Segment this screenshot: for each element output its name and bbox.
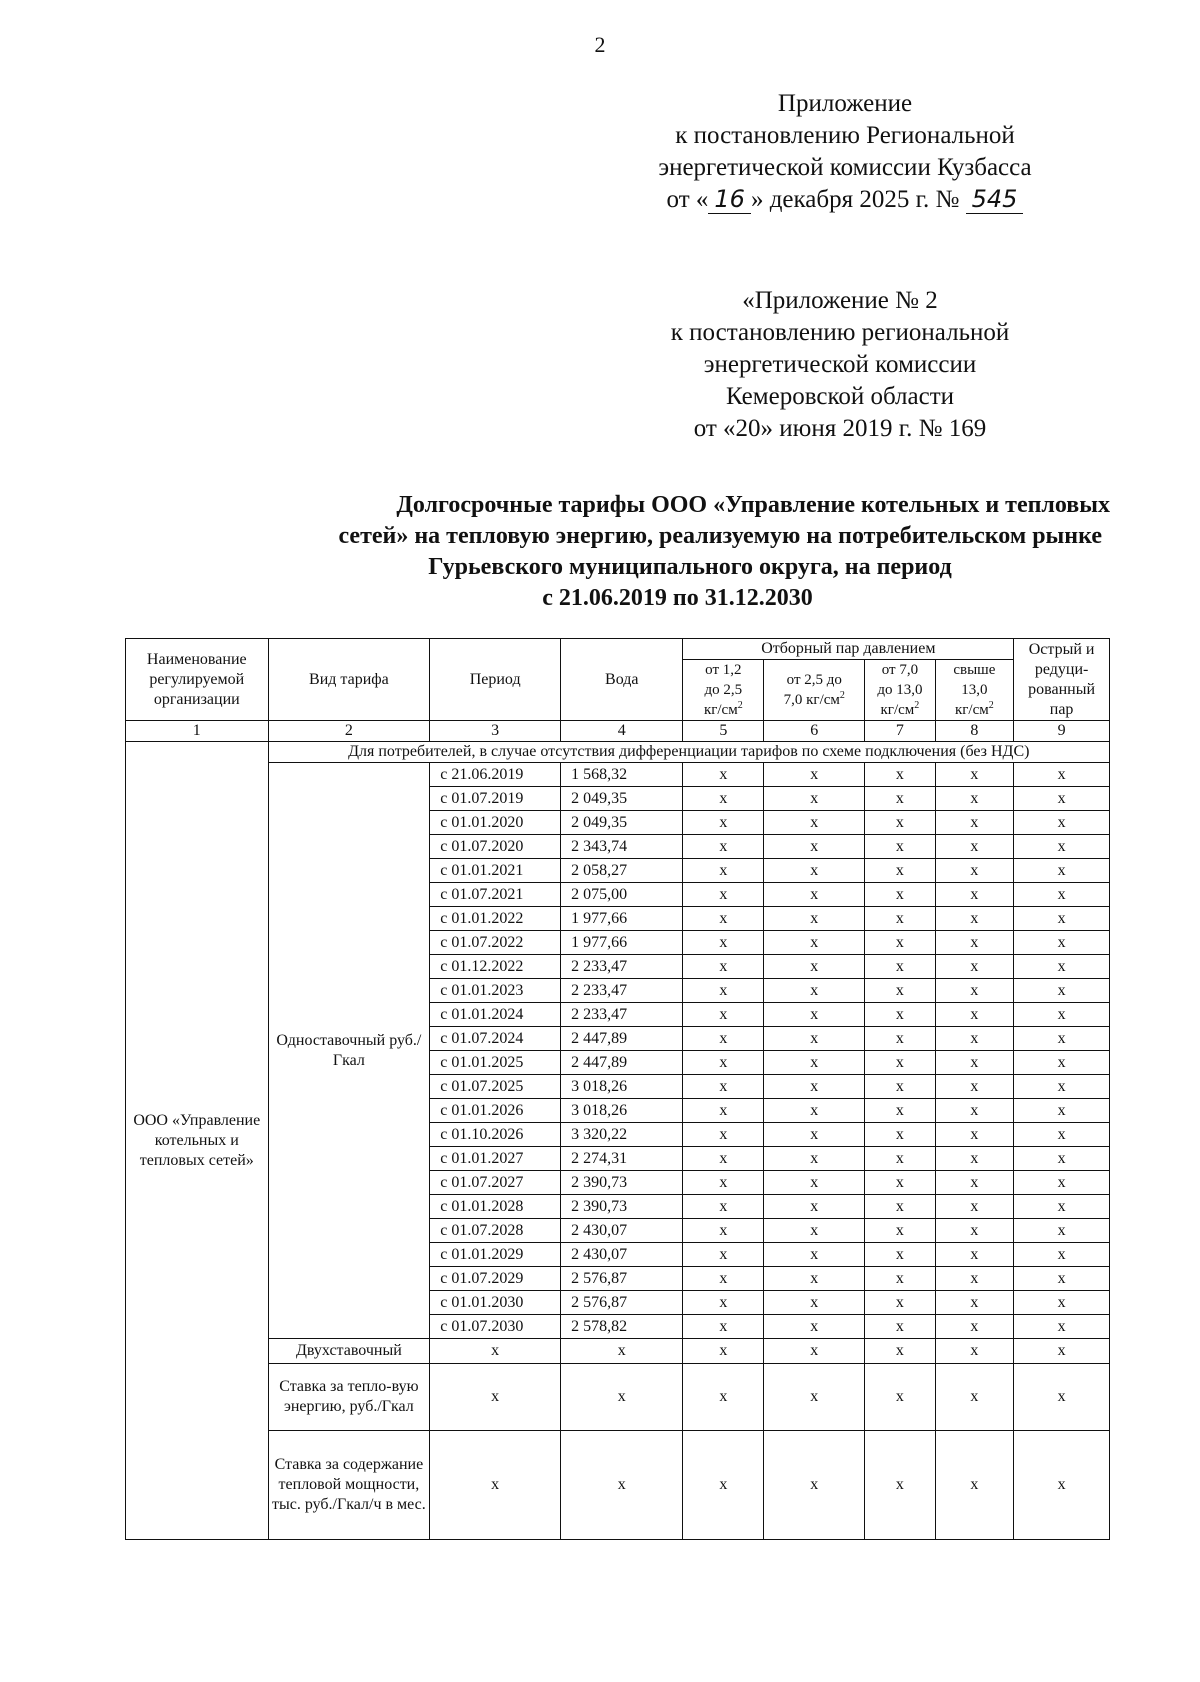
not-applicable-cell: х bbox=[935, 1123, 1014, 1147]
not-applicable-cell: х bbox=[764, 1267, 865, 1291]
not-applicable-cell: х bbox=[683, 955, 764, 979]
period-cell: с 01.01.2026 bbox=[430, 1099, 561, 1123]
column-number: 6 bbox=[764, 721, 865, 742]
not-applicable-cell: х bbox=[683, 1431, 764, 1540]
water-value-cell: 2 075,00 bbox=[561, 883, 683, 907]
not-applicable-cell: х bbox=[683, 1123, 764, 1147]
not-applicable-cell: х bbox=[935, 883, 1014, 907]
period-cell: с 01.01.2030 bbox=[430, 1291, 561, 1315]
section-caption-row bbox=[126, 742, 1110, 763]
not-applicable-cell: х bbox=[561, 1339, 683, 1364]
period-cell: с 01.07.2025 bbox=[430, 1075, 561, 1099]
not-applicable-cell: х bbox=[683, 1099, 764, 1123]
not-applicable-cell: х bbox=[935, 1075, 1014, 1099]
not-applicable-cell: х bbox=[683, 835, 764, 859]
not-applicable-cell: х bbox=[683, 979, 764, 1003]
date-prefix: от « bbox=[666, 186, 709, 213]
not-applicable-cell: х bbox=[935, 811, 1014, 835]
appendix2-line-3: энергетической комиссии bbox=[703, 351, 977, 378]
not-applicable-cell: х bbox=[865, 1099, 935, 1123]
period-cell: с 01.01.2028 bbox=[430, 1195, 561, 1219]
period-cell: с 01.07.2024 bbox=[430, 1027, 561, 1051]
not-applicable-cell: х bbox=[865, 931, 935, 955]
appendix-date-line bbox=[605, 184, 1085, 216]
not-applicable-cell: х bbox=[865, 1339, 935, 1364]
not-applicable-cell: х bbox=[1014, 787, 1110, 811]
not-applicable-cell: х bbox=[683, 907, 764, 931]
period-cell: с 01.07.2019 bbox=[430, 787, 561, 811]
header-steam-3: от 7,0 до 13,0 $кг/см^2$ bbox=[865, 660, 935, 721]
period-cell: с 01.01.2021 bbox=[430, 859, 561, 883]
period-cell: с 01.01.2023 bbox=[430, 979, 561, 1003]
period-cell: с 01.07.2021 bbox=[430, 883, 561, 907]
not-applicable-cell: х bbox=[1014, 1431, 1110, 1540]
water-value-cell: 1 977,66 bbox=[561, 907, 683, 931]
water-value-cell: 2 576,87 bbox=[561, 1291, 683, 1315]
not-applicable-cell: х bbox=[935, 1243, 1014, 1267]
water-value-cell: 1 568,32 bbox=[561, 763, 683, 787]
period-cell: с 01.01.2027 bbox=[430, 1147, 561, 1171]
two-rate-row-label: Двухставочный bbox=[268, 1339, 430, 1364]
not-applicable-cell: х bbox=[764, 1171, 865, 1195]
water-value-cell: 3 018,26 bbox=[561, 1075, 683, 1099]
not-applicable-cell: х bbox=[865, 1147, 935, 1171]
column-number: 2 bbox=[268, 721, 430, 742]
water-value-cell: 1 977,66 bbox=[561, 931, 683, 955]
appendix-2-header bbox=[600, 285, 1080, 445]
period-cell: с 01.01.2024 bbox=[430, 1003, 561, 1027]
not-applicable-cell: х bbox=[561, 1431, 683, 1540]
not-applicable-cell: х bbox=[1014, 1171, 1110, 1195]
not-applicable-cell: х bbox=[1014, 1339, 1110, 1364]
water-value-cell: 2 233,47 bbox=[561, 955, 683, 979]
not-applicable-cell: х bbox=[430, 1431, 561, 1540]
handwritten-day: 16 bbox=[708, 185, 751, 214]
not-applicable-cell: х bbox=[1014, 1243, 1110, 1267]
table-row bbox=[126, 763, 1110, 787]
header-org: Наименование регулируемой организации bbox=[126, 639, 269, 721]
period-cell: с 01.07.2027 bbox=[430, 1171, 561, 1195]
single-rate-label: Одноставочный руб./Гкал bbox=[268, 763, 430, 1339]
not-applicable-cell: х bbox=[935, 1219, 1014, 1243]
not-applicable-cell: х bbox=[764, 1219, 865, 1243]
not-applicable-cell: х bbox=[683, 1339, 764, 1364]
not-applicable-cell: х bbox=[935, 1195, 1014, 1219]
period-cell: с 01.07.2029 bbox=[430, 1267, 561, 1291]
not-applicable-cell: х bbox=[1014, 955, 1110, 979]
water-value-cell: 2 233,47 bbox=[561, 1003, 683, 1027]
not-applicable-cell: х bbox=[683, 1147, 764, 1171]
period-cell: с 01.01.2020 bbox=[430, 811, 561, 835]
header-row-1 bbox=[126, 639, 1110, 660]
period-cell: с 01.07.2030 bbox=[430, 1315, 561, 1339]
not-applicable-cell: х bbox=[764, 1099, 865, 1123]
not-applicable-cell: х bbox=[865, 1123, 935, 1147]
water-value-cell: 2 390,73 bbox=[561, 1195, 683, 1219]
not-applicable-cell: х bbox=[865, 1195, 935, 1219]
not-applicable-cell: х bbox=[683, 1075, 764, 1099]
column-number: 7 bbox=[865, 721, 935, 742]
column-number: 9 bbox=[1014, 721, 1110, 742]
not-applicable-cell: х bbox=[865, 1315, 935, 1339]
not-applicable-cell: х bbox=[683, 811, 764, 835]
not-applicable-cell: х bbox=[764, 859, 865, 883]
not-applicable-cell: х bbox=[935, 1267, 1014, 1291]
not-applicable-cell: х bbox=[1014, 1123, 1110, 1147]
appendix-line-1: Приложение bbox=[777, 90, 913, 117]
header-steam-group: Отборный пар давлением bbox=[683, 639, 1014, 660]
not-applicable-cell: х bbox=[935, 1291, 1014, 1315]
title-line-1: Долгосрочные тарифы ООО «Управление котельных и тепловых bbox=[396, 492, 1110, 518]
not-applicable-cell: х bbox=[561, 1364, 683, 1431]
not-applicable-cell: х bbox=[683, 859, 764, 883]
capacity-rate-row bbox=[126, 1431, 1110, 1540]
not-applicable-cell: х bbox=[683, 1364, 764, 1431]
not-applicable-cell: х bbox=[935, 979, 1014, 1003]
appendix2-line-4: Кемеровской области bbox=[725, 383, 955, 410]
not-applicable-cell: х bbox=[683, 1171, 764, 1195]
water-value-cell: 3 320,22 bbox=[561, 1123, 683, 1147]
not-applicable-cell: х bbox=[764, 1243, 865, 1267]
not-applicable-cell: х bbox=[683, 1219, 764, 1243]
not-applicable-cell: х bbox=[764, 1147, 865, 1171]
not-applicable-cell: х bbox=[865, 859, 935, 883]
not-applicable-cell: х bbox=[683, 931, 764, 955]
section-caption: Для потребителей, в случае отсутствия дифференциации тарифов по схеме подключения (без НДС) bbox=[268, 742, 1109, 763]
not-applicable-cell: х bbox=[683, 1195, 764, 1219]
water-value-cell: 2 058,27 bbox=[561, 859, 683, 883]
not-applicable-cell: х bbox=[1014, 931, 1110, 955]
not-applicable-cell: х bbox=[865, 1027, 935, 1051]
period-cell: с 01.07.2022 bbox=[430, 931, 561, 955]
energy-rate-row bbox=[126, 1364, 1110, 1431]
not-applicable-cell: х bbox=[764, 1123, 865, 1147]
water-value-cell: 2 430,07 bbox=[561, 1219, 683, 1243]
energy-rate-row-label: Ставка за тепло-вую энергию, руб./Гкал bbox=[268, 1364, 430, 1431]
tariffs-table bbox=[125, 638, 1110, 1540]
not-applicable-cell: х bbox=[764, 811, 865, 835]
not-applicable-cell: х bbox=[764, 763, 865, 787]
water-value-cell: 2 576,87 bbox=[561, 1267, 683, 1291]
not-applicable-cell: х bbox=[764, 1195, 865, 1219]
not-applicable-cell: х bbox=[865, 1219, 935, 1243]
water-value-cell: 2 447,89 bbox=[561, 1027, 683, 1051]
not-applicable-cell: х bbox=[1014, 979, 1110, 1003]
capacity-rate-row-label: Ставка за содержание тепловой мощности, тыс. руб./Гкал/ч в мес. bbox=[268, 1431, 430, 1540]
not-applicable-cell: х bbox=[683, 1315, 764, 1339]
not-applicable-cell: х bbox=[683, 1051, 764, 1075]
not-applicable-cell: х bbox=[865, 1291, 935, 1315]
appendix2-line-5: от «20» июня 2019 г. № 169 bbox=[693, 415, 987, 442]
not-applicable-cell: х bbox=[683, 787, 764, 811]
water-value-cell: 2 447,89 bbox=[561, 1051, 683, 1075]
not-applicable-cell: х bbox=[865, 1075, 935, 1099]
handwritten-number: 545 bbox=[966, 185, 1024, 214]
not-applicable-cell: х bbox=[430, 1339, 561, 1364]
not-applicable-cell: х bbox=[935, 1339, 1014, 1364]
not-applicable-cell: х bbox=[683, 1291, 764, 1315]
not-applicable-cell: х bbox=[865, 907, 935, 931]
appendix-line-3: энергетической комиссии Кузбасса bbox=[658, 154, 1032, 181]
not-applicable-cell: х bbox=[683, 763, 764, 787]
org-name: ООО «Управление котельных и тепловых сетей» bbox=[126, 742, 269, 1540]
not-applicable-cell: х bbox=[935, 787, 1014, 811]
not-applicable-cell: х bbox=[1014, 1315, 1110, 1339]
water-value-cell: 2 390,73 bbox=[561, 1171, 683, 1195]
date-middle: » декабря 2025 г. № bbox=[750, 186, 960, 213]
not-applicable-cell: х bbox=[865, 883, 935, 907]
column-number: 8 bbox=[935, 721, 1014, 742]
not-applicable-cell: х bbox=[764, 979, 865, 1003]
column-number: 1 bbox=[126, 721, 269, 742]
not-applicable-cell: х bbox=[764, 835, 865, 859]
not-applicable-cell: х bbox=[1014, 835, 1110, 859]
water-value-cell: 3 018,26 bbox=[561, 1099, 683, 1123]
not-applicable-cell: х bbox=[935, 931, 1014, 955]
period-cell: с 01.10.2026 bbox=[430, 1123, 561, 1147]
not-applicable-cell: х bbox=[1014, 1003, 1110, 1027]
not-applicable-cell: х bbox=[865, 1171, 935, 1195]
water-value-cell: 2 233,47 bbox=[561, 979, 683, 1003]
not-applicable-cell: х bbox=[764, 931, 865, 955]
not-applicable-cell: х bbox=[935, 1171, 1014, 1195]
period-cell: с 01.07.2028 bbox=[430, 1219, 561, 1243]
not-applicable-cell: х bbox=[865, 811, 935, 835]
header-water: Вода bbox=[561, 639, 683, 721]
not-applicable-cell: х bbox=[683, 1243, 764, 1267]
title-line-3: Гурьевского муниципального округа, на период bbox=[428, 554, 952, 580]
not-applicable-cell: х bbox=[865, 1051, 935, 1075]
period-cell: с 01.01.2022 bbox=[430, 907, 561, 931]
not-applicable-cell: х bbox=[1014, 1364, 1110, 1431]
not-applicable-cell: х bbox=[764, 883, 865, 907]
not-applicable-cell: х bbox=[764, 955, 865, 979]
two-rate-row bbox=[126, 1339, 1110, 1364]
not-applicable-cell: х bbox=[935, 1003, 1014, 1027]
not-applicable-cell: х bbox=[1014, 1267, 1110, 1291]
not-applicable-cell: х bbox=[1014, 859, 1110, 883]
appendix2-line-2: к постановлению региональной bbox=[670, 319, 1010, 346]
period-cell: с 01.01.2029 bbox=[430, 1243, 561, 1267]
water-value-cell: 2 343,74 bbox=[561, 835, 683, 859]
not-applicable-cell: х bbox=[764, 1291, 865, 1315]
period-cell: с 01.01.2025 bbox=[430, 1051, 561, 1075]
not-applicable-cell: х bbox=[865, 955, 935, 979]
column-number: 3 bbox=[430, 721, 561, 742]
not-applicable-cell: х bbox=[865, 1364, 935, 1431]
not-applicable-cell: х bbox=[935, 1147, 1014, 1171]
period-cell: с 01.07.2020 bbox=[430, 835, 561, 859]
title-line-4: с 21.06.2019 по 31.12.2030 bbox=[542, 585, 813, 611]
not-applicable-cell: х bbox=[865, 763, 935, 787]
not-applicable-cell: х bbox=[865, 1003, 935, 1027]
water-value-cell: 2 578,82 bbox=[561, 1315, 683, 1339]
header-sharp-steam: Острый и редуци-рованный пар bbox=[1014, 639, 1110, 721]
appendix2-line-1: «Приложение № 2 bbox=[742, 287, 938, 314]
not-applicable-cell: х bbox=[935, 763, 1014, 787]
not-applicable-cell: х bbox=[430, 1364, 561, 1431]
water-value-cell: 2 274,31 bbox=[561, 1147, 683, 1171]
not-applicable-cell: х bbox=[764, 787, 865, 811]
not-applicable-cell: х bbox=[935, 1364, 1014, 1431]
not-applicable-cell: х bbox=[935, 1315, 1014, 1339]
not-applicable-cell: х bbox=[1014, 1075, 1110, 1099]
column-number: 5 bbox=[683, 721, 764, 742]
not-applicable-cell: х bbox=[1014, 1219, 1110, 1243]
column-number: 4 bbox=[561, 721, 683, 742]
header-steam-1: от 1,2 до 2,5 $кг/см^2$ bbox=[683, 660, 764, 721]
not-applicable-cell: х bbox=[764, 1339, 865, 1364]
header-tariff-type: Вид тарифа bbox=[268, 639, 430, 721]
title-line-2: сетей» на тепловую энергию, реализуемую на потребительском рынке bbox=[338, 523, 1102, 549]
not-applicable-cell: х bbox=[1014, 1099, 1110, 1123]
header-steam-4: свыше 13,0 $кг/см^2$ bbox=[935, 660, 1014, 721]
not-applicable-cell: х bbox=[764, 1364, 865, 1431]
not-applicable-cell: х bbox=[683, 883, 764, 907]
page-number: 2 bbox=[594, 32, 606, 57]
not-applicable-cell: х bbox=[764, 1431, 865, 1540]
not-applicable-cell: х bbox=[764, 1315, 865, 1339]
water-value-cell: 2 430,07 bbox=[561, 1243, 683, 1267]
water-value-cell: 2 049,35 bbox=[561, 787, 683, 811]
not-applicable-cell: х bbox=[764, 1051, 865, 1075]
not-applicable-cell: х bbox=[683, 1027, 764, 1051]
not-applicable-cell: х bbox=[764, 1027, 865, 1051]
not-applicable-cell: х bbox=[865, 979, 935, 1003]
water-value-cell: 2 049,35 bbox=[561, 811, 683, 835]
not-applicable-cell: х bbox=[764, 1003, 865, 1027]
not-applicable-cell: х bbox=[935, 1099, 1014, 1123]
appendix-line-2: к постановлению Региональной bbox=[675, 122, 1015, 149]
not-applicable-cell: х bbox=[935, 859, 1014, 883]
not-applicable-cell: х bbox=[935, 1051, 1014, 1075]
not-applicable-cell: х bbox=[1014, 1027, 1110, 1051]
not-applicable-cell: х bbox=[865, 1267, 935, 1291]
header-steam-2: от 2,5 до 7,0 $кг/см^2$ bbox=[764, 660, 865, 721]
not-applicable-cell: х bbox=[865, 787, 935, 811]
not-applicable-cell: х bbox=[1014, 907, 1110, 931]
not-applicable-cell: х bbox=[935, 1431, 1014, 1540]
not-applicable-cell: х bbox=[935, 907, 1014, 931]
not-applicable-cell: х bbox=[1014, 1051, 1110, 1075]
not-applicable-cell: х bbox=[764, 1075, 865, 1099]
not-applicable-cell: х bbox=[935, 955, 1014, 979]
not-applicable-cell: х bbox=[865, 1431, 935, 1540]
column-numbers-row bbox=[126, 721, 1110, 742]
appendix-header bbox=[605, 88, 1085, 216]
not-applicable-cell: х bbox=[1014, 811, 1110, 835]
header-period: Период bbox=[430, 639, 561, 721]
not-applicable-cell: х bbox=[1014, 763, 1110, 787]
not-applicable-cell: х bbox=[935, 835, 1014, 859]
not-applicable-cell: х bbox=[865, 1243, 935, 1267]
not-applicable-cell: х bbox=[1014, 883, 1110, 907]
document-title bbox=[150, 490, 1110, 614]
not-applicable-cell: х bbox=[1014, 1195, 1110, 1219]
not-applicable-cell: х bbox=[683, 1003, 764, 1027]
period-cell: с 01.12.2022 bbox=[430, 955, 561, 979]
not-applicable-cell: х bbox=[1014, 1291, 1110, 1315]
period-cell: с 21.06.2019 bbox=[430, 763, 561, 787]
not-applicable-cell: х bbox=[764, 907, 865, 931]
not-applicable-cell: х bbox=[1014, 1147, 1110, 1171]
not-applicable-cell: х bbox=[865, 835, 935, 859]
not-applicable-cell: х bbox=[683, 1267, 764, 1291]
not-applicable-cell: х bbox=[935, 1027, 1014, 1051]
